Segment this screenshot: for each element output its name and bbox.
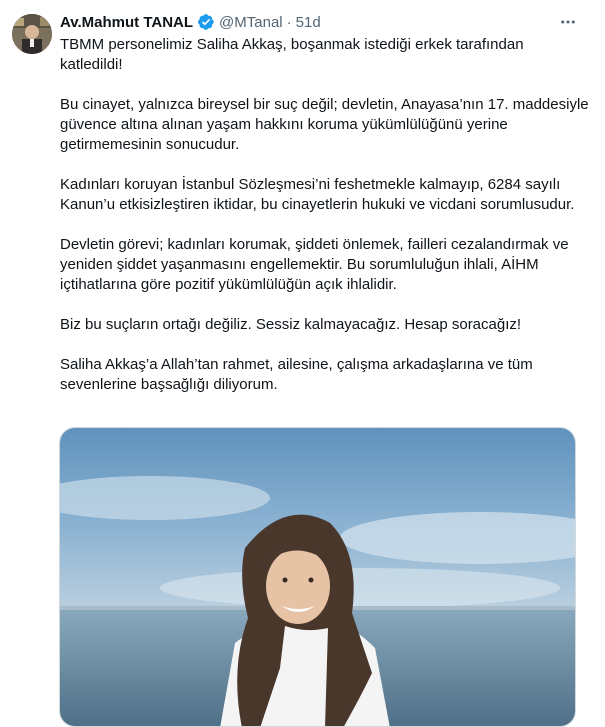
tweet-header — [60, 12, 321, 32]
tweet-paragraph: Saliha Akkaş’a Allah’tan rahmet, ailesine, çalışma arkadaşlarına ve tüm sevenlerine başsağlığı diliyorum. — [60, 356, 533, 393]
photo-image — [60, 428, 576, 727]
author-name[interactable]: Av.Mahmut TANAL — [60, 13, 194, 31]
more-options-button[interactable] — [556, 10, 580, 34]
avatar-image — [12, 14, 52, 54]
author-avatar[interactable] — [12, 14, 52, 54]
tweet-photo[interactable] — [59, 427, 576, 727]
tweet-paragraph: Devletin görevi; kadınları korumak, şiddeti önlemek, failleri cezalandırmak ve yeniden şiddet yaşanmasını engellemektir. Bu sorumluluğun ihlali, AİHM içtihatlarına göre pozitif yükümlülüğün açık ihlalidir. — [60, 236, 569, 293]
tweet-paragraph: Kadınları koruyan İstanbul Sözleşmesi’ni feshetmekle kalmayıp, 6284 sayılı Kanun’u etkisizleştiren iktidar, bu cinayetlerin hukuki ve vicdani sorumlusudur. — [60, 176, 575, 213]
tweet-paragraph: TBMM personelimiz Saliha Akkaş, boşanmak istediği erkek tarafından katledildi! — [60, 36, 524, 73]
tweet-paragraph: Bu cinayet, yalnızca bireysel bir suç değil; devletin, Anayasa’nın 17. maddesiyle güvence altına alınan yaşam hakkını koruma yükümlülüğünü yerine getirmemesinin sonucudur. — [60, 96, 589, 153]
separator-dot: · — [286, 13, 292, 31]
more-options-icon — [559, 13, 577, 31]
author-handle[interactable]: @MTanal — [219, 13, 283, 31]
tweet-timestamp[interactable]: 51d — [295, 13, 321, 31]
tweet-paragraph: Biz bu suçların ortağı değiliz. Sessiz kalmayacağız. Hesap soracağız! — [60, 316, 522, 333]
tweet-text — [60, 35, 590, 415]
verified-badge-icon — [197, 13, 215, 31]
